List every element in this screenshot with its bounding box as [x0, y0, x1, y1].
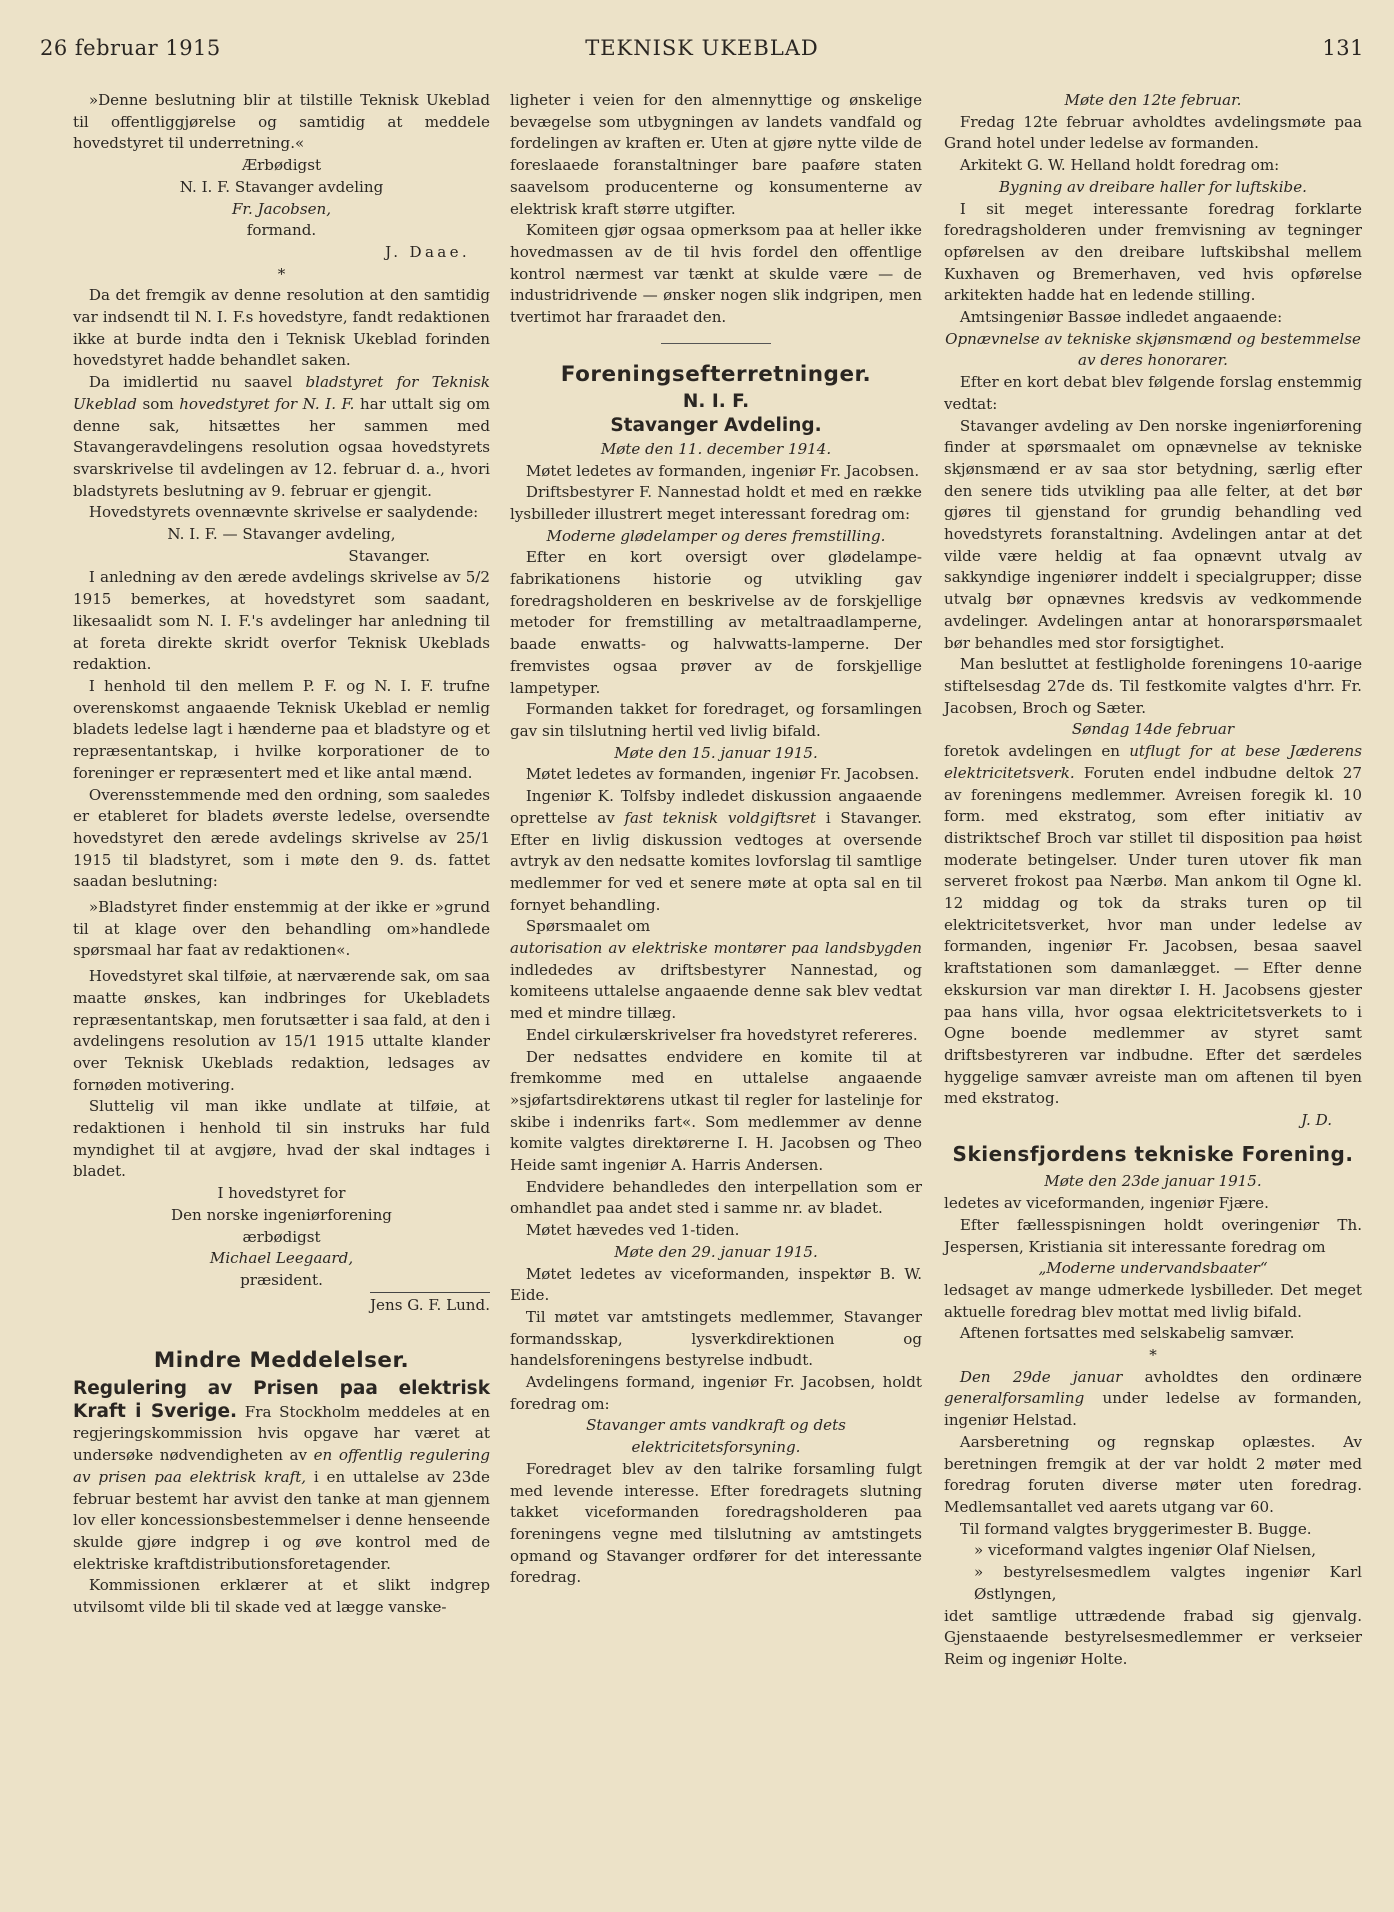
paragraph: Aftenen fortsattes med selskabelig samvær. — [959, 1324, 1295, 1343]
paragraph: Ingeniør K. Tolfsby indledet diskussion angaaende oprettelse av fast teknisk voldgiftsret i Stavanger. Efter en livlig diskussion vedtoges at oversende avtryk av den nedsatte komites lovforslag til samtlige medlemmer for ved et senere møte at opta sal en til fornyet behandling. — [510, 787, 922, 914]
quoted-resolution: »Bladstyret finder enstemmig at der ikke er »grund til at klage over den behandling om»handlede spørsmaal har faat av redaktionen«. — [73, 898, 490, 960]
paragraph: Hovedstyret skal tilføie, at nærværende sak, om saa maatte ønskes, kan indbringes for Ukebladets repræsentantskap, men forutsætter i saa fald, at den i avdelingens resolution av 15/1 1915 uttalte klander over Teknisk Ukeblads redaktion, ledsages av fornøden motivering. — [73, 967, 490, 1094]
paragraph: autorisation av elektriske montører paa landsbygden indlededes av driftsbestyrer Nannestad, og komiteens uttalelse angaaende denne sak blev vedtat med et mindre tillæg. — [510, 939, 922, 1023]
closing-line: N. I. F. Stavanger avdeling — [179, 177, 384, 196]
paragraph: Stavanger avdeling av Den norske ingeniørforening finder at spørsmaalet om opnævnelse av tekniske skjønsmænd er av saa stor betydning, særlig efter den senere tids utvikling paa alle felter, at det bør gjøres til gjenstand for grundig behandling ved hovedstyrets foranstaltning. Avdelingen antar at det vilde være heldig at faa opnævnt utvalg av sakkyndige ingeniører inddelt i specialgrupper; disse utvalg bør opnævnes kredsvis av vedkommende avdelinger. Avdelingen antar at honorarspørsmaalet bør behandles med stor forsigtighet. — [944, 416, 1362, 652]
paragraph: Driftsbestyrer F. Nannestad holdt et med en række lysbilleder illustrert meget interessant foredrag om: — [510, 483, 922, 523]
running-header — [40, 36, 1364, 66]
paragraph: »Denne beslutning blir at tilstille Teknisk Ukeblad til offentliggjørelse og samtidig at meddele hovedstyret til underretning.« — [73, 91, 490, 153]
paragraph: Fredag 12te februar avholdtes avdelingsmøte paa Grand hotel under ledelse av formanden. — [944, 112, 1362, 153]
paragraph: Efter en kort debat blev følgende forslag enstemmig vedtat: — [944, 373, 1362, 413]
separator-star: * — [277, 264, 286, 283]
signature: Jens G. F. Lund. — [73, 1292, 490, 1317]
paragraph: Endel cirkulærskrivelser fra hovedstyret refereres. — [525, 1025, 918, 1044]
paragraph: Endvidere behandledes den interpellation som er omhandlet paa andet sted i samme nr. av bladet. — [510, 1177, 922, 1218]
paragraph: ledetes av viceformanden, ingeniør Fjære. — [944, 1194, 1269, 1213]
paragraph: Arkitekt G. W. Helland holdt foredrag om: — [959, 156, 1280, 175]
paragraph: Da imidlertid nu saavel bladstyret for Teknisk Ukeblad som hovedstyret for N. I. F. har uttalt sig om denne sak, hitsættes her sammen med Stavangeravdelingens resolution ogsaa hovedstyrets svarskrivelse til avdelingen av 12. februar d. a., hvori bladstyrets beslutning av 9. februar er gjengit. — [73, 373, 490, 500]
organisation-heading: N. I. F. — [682, 391, 750, 413]
meeting-date: Møte den 23de januar 1915. — [1044, 1172, 1262, 1191]
paragraph: foretok avdelingen en utflugt for at bese Jæderens elektricitetsverk. Foruten endel indbudne deltok 27 av foreningens medlemmer. Avreisen foregik kl. 10 form. med ekstratog, som efter initiativ av distriktschef Broch var stillet til disposition paa høist moderate betingelser. Under turen utover fik man serveret frokost paa Nærbø. Man ankom til Ogne kl. 12 middag og tok da straks turen op til elektricitetsverket, hvor man under ledelse av formanden, ingeniør Fr. Jacobsen, besaa saavel kraftstationen som damanlægget. — Efter denne ekskursion var man direktør I. H. Jacobsens gjester paa hans villa, hvor ogsaa elektricitetsverkets to i Ogne boende medlemmer av styret samt driftsbestyreren var indbudne. Efter det særdeles hyggelige samvær avreiste man om aftenen til byen med ekstratog. — [944, 742, 1362, 1108]
lecture-title: Bygning av dreibare haller for luftskibe. — [999, 177, 1307, 196]
closing-line: præsident. — [240, 1270, 323, 1289]
paragraph: Avdelingens formand, ingeniør Fr. Jacobsen, holdt foredrag om: — [510, 1373, 922, 1413]
column-middle — [510, 90, 922, 1589]
paragraph: Møtet ledetes av formanden, ingeniør Fr. Jacobsen. — [525, 765, 920, 784]
article-paragraph: Regulering av Prisen paa elektrisk Kraft i Sverige. Fra Stockholm meddeles at en regjeringskommission hvis opgave har været at undersøke nødvendigheten av en offentlig regulering av prisen paa elektrisk kraft, i en uttalelse av 23de februar bestemt har avvist den tanke at man gjennem lov eller koncessionsbestemmelser i denne henseende skulde gjøre indgrep i og øve kontrol med de elektriske kraftdistributionsforetagender. — [73, 1378, 490, 1573]
paragraph: Den 29de januar avholdtes den ordinære generalforsamling under ledelse av formanden, ingeniør Helstad. — [944, 1367, 1362, 1430]
paragraph: Møtet hævedes ved 1-tiden. — [525, 1221, 740, 1240]
lecture-title: elektricitetsforsyning. — [631, 1438, 801, 1457]
paragraph: Hovedstyrets ovennævnte skrivelse er saalydende: — [88, 503, 479, 522]
paragraph: ledsaget av mange udmerkede lysbilleder. Det meget aktuelle foredrag blev mottat med livlig bifald. — [944, 1280, 1362, 1321]
closing-line: Ærbødigst — [241, 156, 322, 175]
column-right — [944, 90, 1362, 1671]
meeting-date: Møte den 29. januar 1915. — [614, 1242, 818, 1261]
paragraph: Komiteen gjør ogsaa opmerksom paa at heller ikke hovedmassen av de til hvis fordel den offentlige kontrol nærmest var tænkt at skulde være — de industridrivende — ønsker nogen slik indgripen, men tvertimot har fraraadet den. — [510, 221, 922, 327]
paragraph: I henhold til den mellem P. F. og N. I. F. trufne overenskomst angaaende Teknisk Ukeblad er nemlig bladets ledelse lagt i hænderne paa et bladstyre og et repræsentantskap, i hvilke korporationer de to foreninger er repræsentert med et like antal mænd. — [73, 676, 490, 782]
paragraph: Sluttelig vil man ikke undlate at tilføie, at redaktionen i henhold til sin instruks har fuld myndighet til at avgjøre, hvad der skal indtages i bladet. — [73, 1097, 490, 1181]
lecture-title: Opnævnelse av tekniske skjønsmænd og bestemmelse — [945, 329, 1361, 348]
page-number: 131 — [1322, 36, 1364, 60]
closing-line: Fr. Jacobsen, — [231, 199, 332, 218]
lecture-title: „Moderne undervandsbaater“ — [1038, 1259, 1268, 1278]
divider — [661, 343, 771, 344]
paragraph: Efter fællesspisningen holdt overingeniør Th. Jespersen, Kristiania sit interessante foredrag om — [944, 1215, 1362, 1256]
paragraph: Der nedsattes endvidere en komite til at fremkomme med en uttalelse angaaende »sjøfartsdirektørens utkast til regler for lastelinje for skibe i indenriks fart«. Som medlemmer av denne komite valgtes direktørerne I. H. Jacobsen og Theo Heide samt ingeniør A. Harris Andersen. — [510, 1047, 922, 1175]
paragraph: Overensstemmende med den ordning, som saaledes er etableret for bladets øverste ledelse, oversendte hovedstyret den ærede avdelings skrivelse av 25/1 1915 til bladstyret, som i møte den 9. ds. fattet saadan beslutning: — [73, 785, 490, 891]
column-left — [73, 90, 490, 1619]
signature: J. D. — [1301, 1111, 1332, 1130]
issue-date: 26 februar 1915 — [40, 36, 221, 60]
meeting-date: Møte den 15. januar 1915. — [614, 743, 818, 762]
paragraph: Man besluttet at festligholde foreningens 10-aarige stiftelsesdag 27de ds. Til festkomite valgtes d'hrr. Fr. Jacobsen, Broch og Sæter. — [944, 655, 1362, 717]
address-line: Stavanger. — [348, 546, 430, 565]
paragraph: Formanden takket for foredraget, og forsamlingen gav sin tilslutning hertil ved livlig bifald. — [510, 700, 922, 740]
paragraph: Efter en kort oversigt over glødelampe-fabrikationens historie og utvikling gav foredragsholderen en beskrivelse av de forskjellige metoder for fremstilling av metaltraadlamperne, baade enwatts- og halvwatts-lamperne. Der fremvistes ogsaa prøver av de forskjellige lampetyper. — [510, 548, 922, 697]
paragraph: Til møtet var amtstingets medlemmer, Stavanger formandsskap, lysverkdirektionen og handelsforeningens bestyrelse indbudt. — [510, 1307, 922, 1370]
meeting-date: Møte den 11. december 1914. — [600, 439, 832, 458]
meeting-date: Søndag 14de februar — [1071, 720, 1235, 739]
paragraph: Kommissionen erklærer at et slikt indgrep utvilsomt vilde bli til skade ved at lægge vanske- — [73, 1576, 490, 1617]
closing-line: Den norske ingeniørforening — [171, 1205, 392, 1224]
paragraph: Til formand valgtes bryggerimester B. Bugge. — [959, 1519, 1312, 1538]
closing-line: Michael Leegaard, — [209, 1249, 354, 1268]
paragraph: » bestyrelsesmedlem valgtes ingeniør Karl Østlyngen, — [974, 1563, 1362, 1603]
paragraph: Amtsingeniør Bassøe indledet angaaende: — [959, 308, 1283, 327]
paragraph: » viceformand valgtes ingeniør Olaf Nielsen, — [974, 1541, 1317, 1560]
paragraph: Møtet ledetes av formanden, ingeniør Fr. Jacobsen. — [525, 461, 920, 480]
paragraph: I anledning av den ærede avdelings skrivelse av 5/2 1915 bemerkes, at hovedstyret som saadant, likesaalidt som N. I. F.'s avdelinger har anledning til at foreta direkte skridt overfor Teknisk Ukeblads redaktion. — [73, 568, 490, 674]
paragraph: Da det fremgik av denne resolution at den samtidig var indsendt til N. I. F.s hovedstyre, fandt redaktionen ikke at burde indta den i Teknisk Ukeblad forinden hovedstyret hadde behandlet saken. — [73, 286, 490, 370]
paragraph: Foredraget blev av den talrike forsamling fulgt med levende interesse. Efter foredragets slutning takket viceformanden foredragsholderen paa foreningens vegne med tilslutning av amtstingets opmand og Stavanger ordfører for det interessante foredrag. — [510, 1459, 922, 1587]
closing-line: ærbødigst — [242, 1227, 321, 1246]
section-heading: Foreningsefterretninger. — [560, 361, 872, 387]
separator-star: * — [1149, 1346, 1157, 1365]
paragraph: Møtet ledetes av viceformanden, inspektør B. W. Eide. — [510, 1264, 922, 1305]
paragraph: idet samtlige uttrædende frabad sig gjenvalg. Gjenstaaende bestyrelsesmedlemmer er verkseier Reim og ingeniør Holte. — [944, 1606, 1362, 1668]
section-heading: Skiensfjordens tekniske Forening. — [952, 1141, 1354, 1166]
lecture-title: Stavanger amts vandkraft og dets — [586, 1416, 846, 1435]
closing-line: I hovedstyret for — [217, 1184, 346, 1203]
signature: J. Daae. — [385, 242, 470, 261]
paragraph: I sit meget interessante foredrag forklarte foredragsholderen under fremvisning av tegninger opførelsen av den dreibare luftskibshal mellem Kuxhaven og Bremerhaven, ved hvis opførelse arkitekten hadde hat en ledende stilling. — [944, 199, 1362, 305]
meeting-date: Møte den 12te februar. — [1064, 91, 1242, 109]
lecture-title: av deres honorarer. — [1078, 351, 1228, 370]
address-line: N. I. F. — Stavanger avdeling, — [167, 525, 396, 544]
paragraph: Aarsberetning og regnskap oplæstes. Av beretningen fremgik at der var holdt 2 møter med foredrag foruten diverse møter uten foredrag. Medlemsantallet ved aarets utgang var 60. — [944, 1432, 1362, 1516]
section-heading: Mindre Meddelelser. — [153, 1348, 410, 1374]
paragraph: ligheter i veien for den almennyttige og ønskelige bevægelse som utbygningen av landets vandfald og fordelingen av kraften er. Uten at gjøre nytte vilde de foreslaaede foranstaltninger bare paaføre staten saavelsom producenterne og konsumenterne av elektrisk kraft større utgifter. — [510, 91, 922, 218]
closing-line: formand. — [246, 221, 317, 240]
journal-title: TEKNISK UKEBLAD — [585, 36, 819, 60]
lecture-title: Moderne glødelamper og deres fremstilling. — [546, 526, 886, 545]
paragraph: Spørsmaalet om — [525, 917, 651, 936]
branch-heading: Stavanger Avdeling. — [610, 415, 822, 437]
